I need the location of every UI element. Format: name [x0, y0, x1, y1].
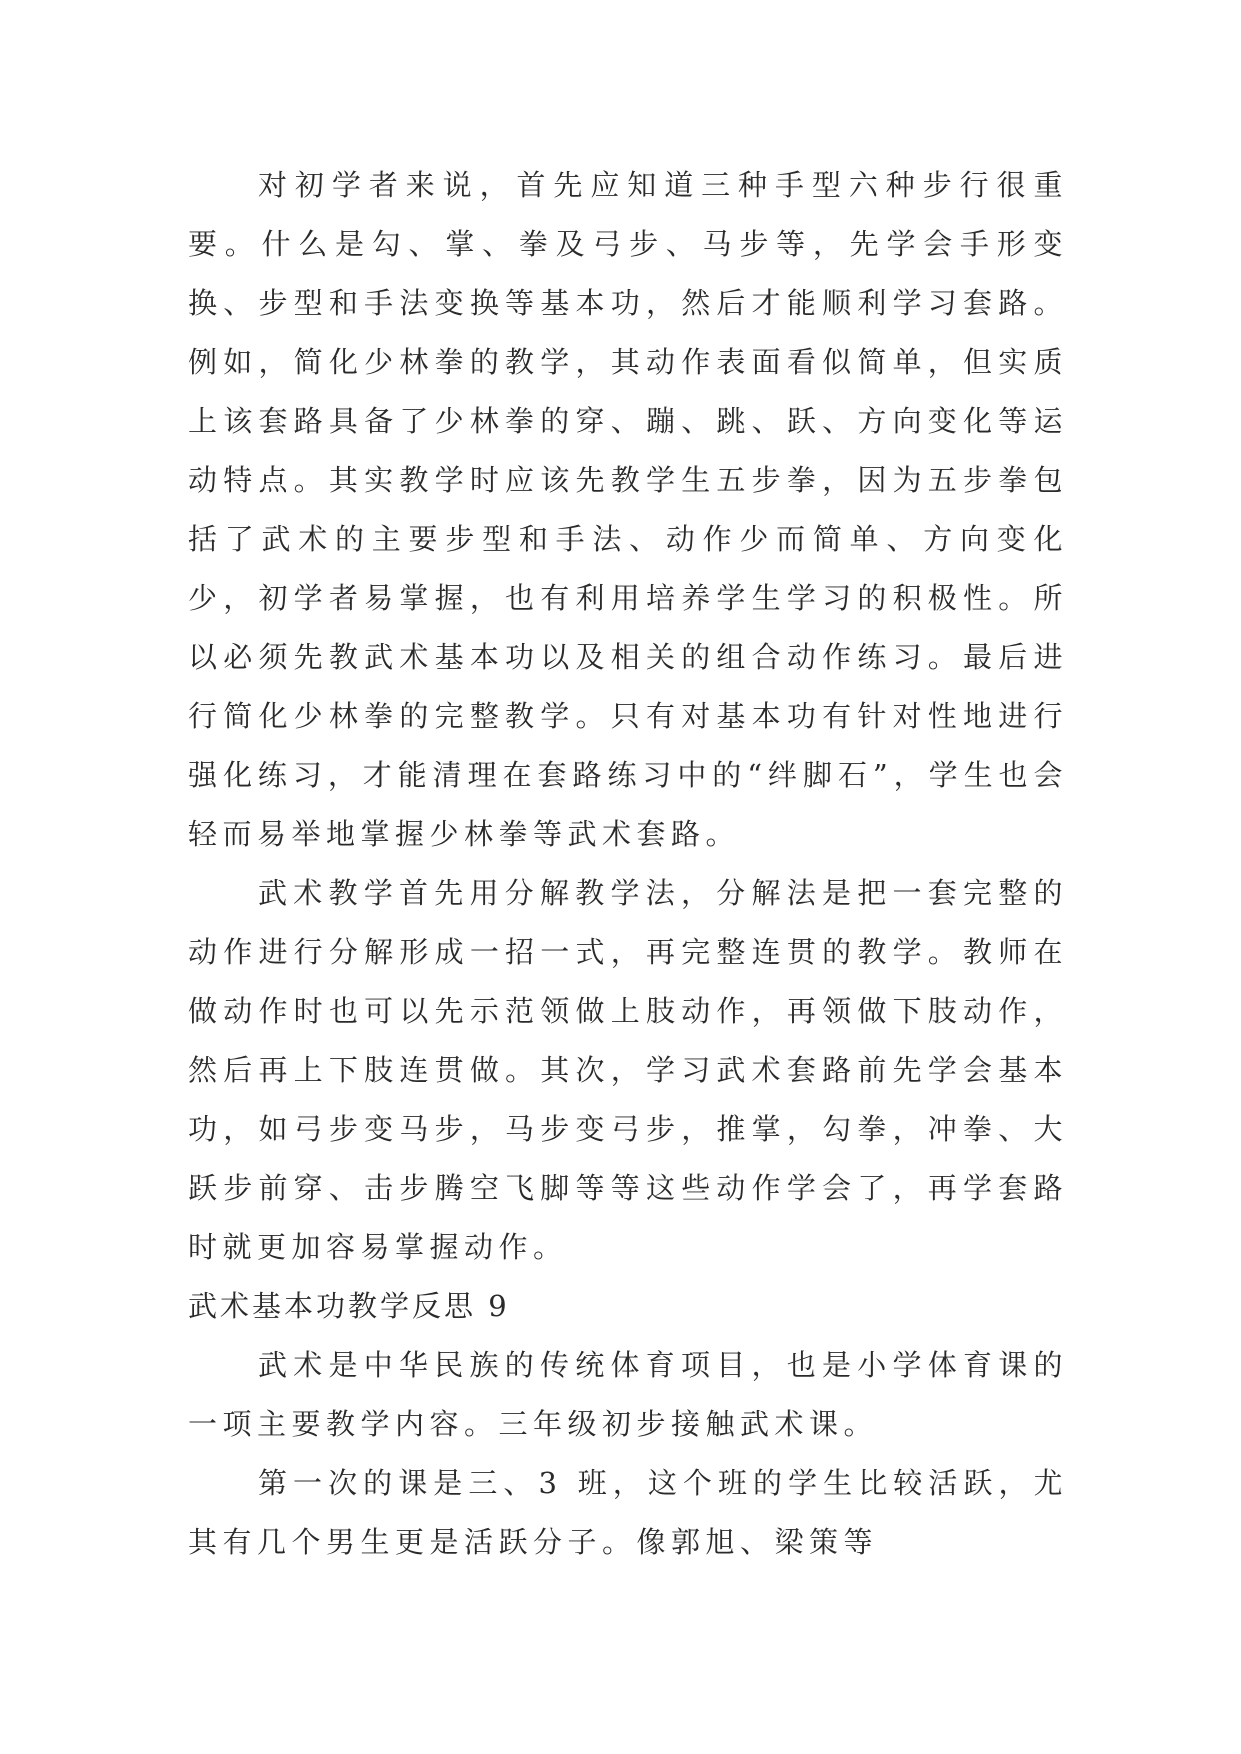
- body-paragraph: 武术教学首先用分解教学法，分解法是把一套完整的动作进行分解形成一招一式，再完整连贯的教学。教师在做动作时也可以先示范领做上肢动作，再领做下肢动作，然后再上下肢连贯做。其次，学习武术套路前先学会基本功，如弓步变马步，马步变弓步，推掌，勾拳，冲拳、大跃步前穿、击步腾空飞脚等等这些动作学会了，再学套路时就更加容易掌握动作。: [188, 876, 1068, 1264]
- document-body: [188, 156, 1068, 1572]
- body-paragraph: 对初学者来说，首先应知道三种手型六种步行很重要。什么是勾、掌、拳及弓步、马步等，先学会手形变换、步型和手法变换等基本功，然后才能顺利学习套路。例如，简化少林拳的教学，其动作表面看似简单，但实质上该套路具备了少林拳的穿、蹦、跳、跃、方向变化等运动特点。其实教学时应该先教学生五步拳，因为五步拳包括了武术的主要步型和手法、动作少而简单、方向变化少，初学者易掌握，也有利用培养学生学习的积极性。所以必须先教武术基本功以及相关的组合动作练习。最后进行简化少林拳的完整教学。只有对基本功有针对性地进行强化练习，才能清理在套路练习中的“绊脚石”，学生也会轻而易举地掌握少林拳等武术套路。: [188, 168, 1068, 851]
- body-paragraph: 武术是中华民族的传统体育项目，也是小学体育课的一项主要教学内容。三年级初步接触武术课。: [188, 1348, 1068, 1441]
- section-heading: 武术基本功教学反思 9: [188, 1289, 510, 1323]
- body-paragraph: 第一次的课是三、3 班，这个班的学生比较活跃，尤其有几个男生更是活跃分子。像郭旭、梁策等: [188, 1466, 1068, 1559]
